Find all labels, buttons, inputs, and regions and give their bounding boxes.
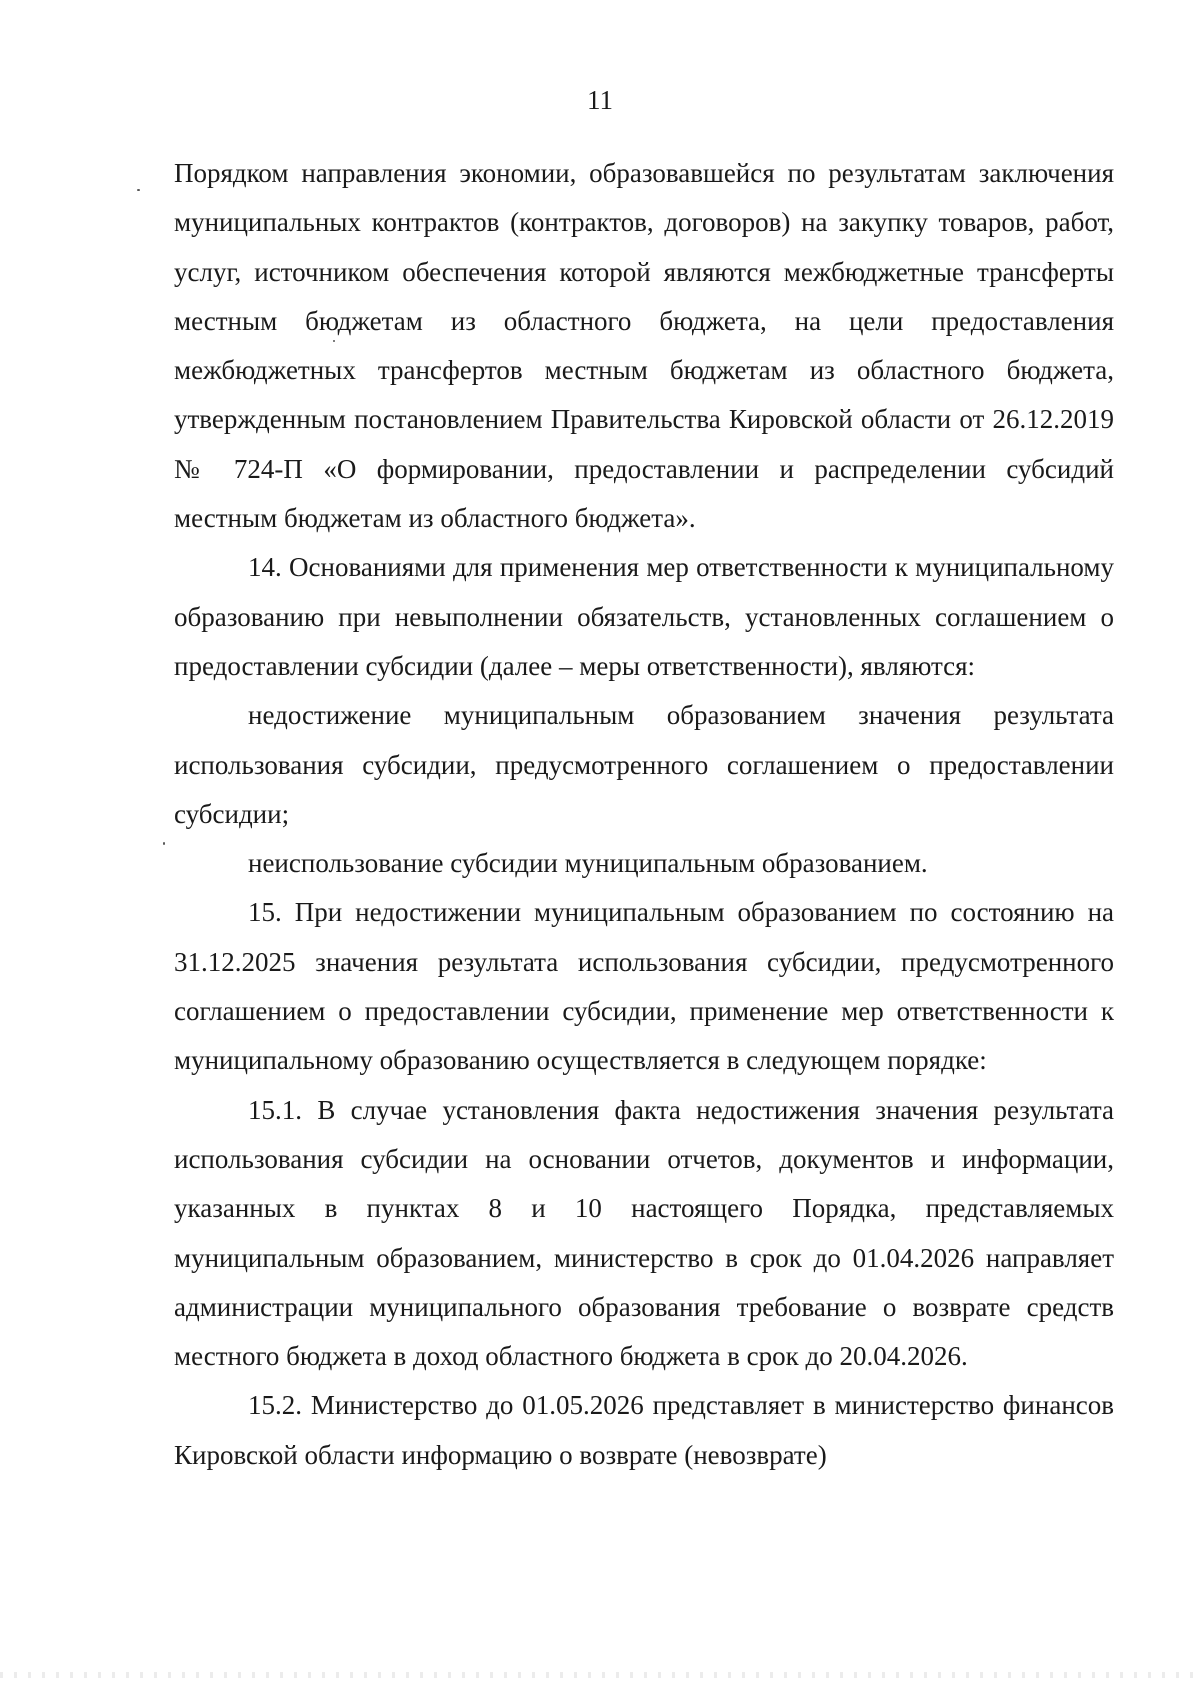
paragraph-procedure-reference: Порядком направления экономии, образовавшейся по результатам заключения муниципальных контрактов (контрактов, договоров) на закупку товаров, работ, услуг, источником обеспечения которой являются межбюджетные трансферты местным бюджетам из областного бюджета, на цели предоставления межбюджетных трансфертов местным бюджетам из областного бюджета, утвержденным постановлением Правительства Кировской области от 26.12.2019 № 724-П «О формировании, предоставлении и распределении субсидий местным бюджетам из областного бюджета». (174, 158, 1114, 534)
paragraph-ground-non-achievement: недостижение муниципальным образованием значения результата использования субсидии, предусмотренного соглашением о предоставлении субсидии; (174, 700, 1114, 829)
page-number: 11 (587, 85, 613, 115)
paragraph-15-1-requirement: 15.1. В случае установления факта недостижения значения результата использования субсидии на основании отчетов, документов и информации, указанных в пунктах 8 и 10 настоящего Порядка, представляемых муниципальным образованием, министерство в срок до 01.04.2026 направляет администрации муниципального образования требование о возврате средств местного бюджета в доход областного бюджета в срок до 20.04.2026. (174, 1094, 1114, 1372)
scan-speck (137, 189, 140, 191)
scan-speck (333, 340, 335, 342)
document-body (174, 149, 1114, 1480)
paragraph-ground-non-use: неиспользование субсидии муниципальным образованием. (248, 848, 928, 879)
paragraph-15-procedure: 15. При недостижении муниципальным образованием по состоянию на 31.12.2025 значения результата использования субсидии, предусмотренного соглашением о предоставлении субсидии, применение мер ответственности к муниципальному образованию осуществляется в следующем порядке: (174, 897, 1114, 1076)
paragraph-15-2-ministry-report: 15.2. Министерство до 01.05.2026 представляет в министерство финансов Кировской области информацию о возврате (невозврате) (174, 1390, 1114, 1470)
paragraph-14-grounds: 14. Основаниями для применения мер ответственности к муниципальному образованию при невыполнении обязательств, установленных соглашением о предоставлении субсидии (далее – меры ответственности), являются: (174, 552, 1114, 681)
scan-speck (163, 842, 165, 845)
scan-bottom-edge (0, 1672, 1200, 1678)
